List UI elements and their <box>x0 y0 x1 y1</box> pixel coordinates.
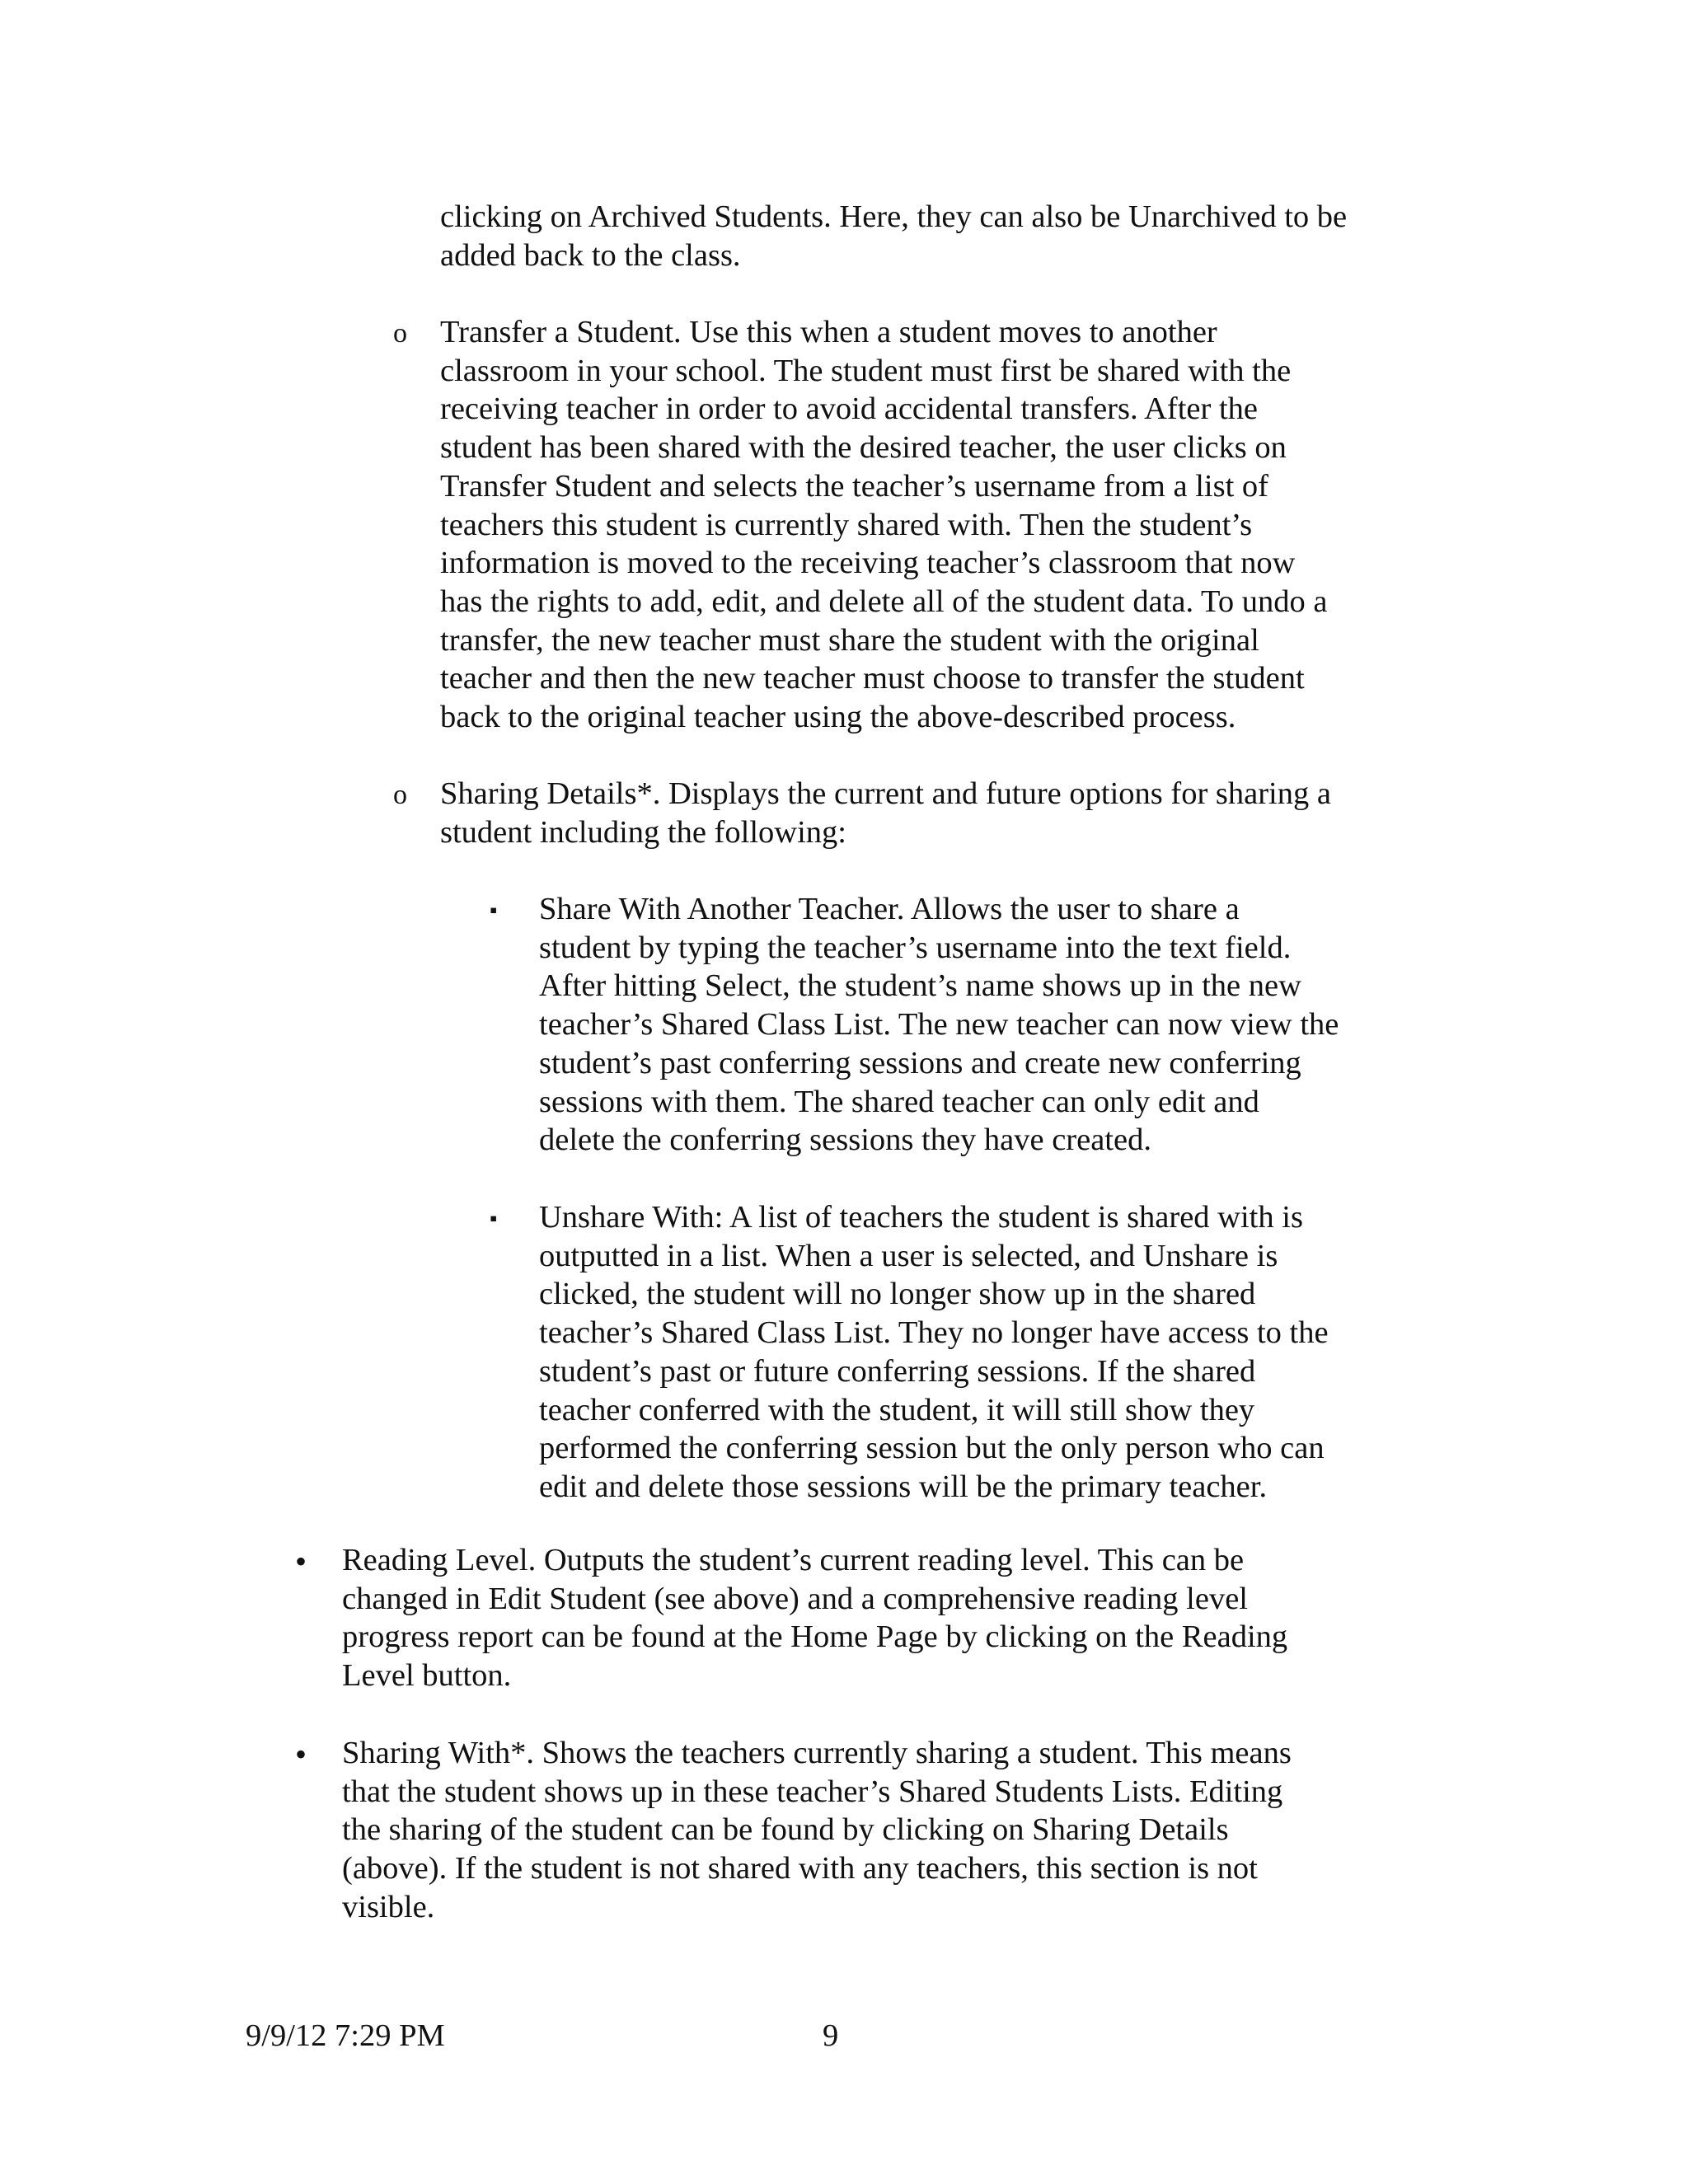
text-line: has the rights to add, edit, and delete all of the student data. To undo a <box>440 583 1328 619</box>
text-line: student’s past conferring sessions and create new conferring <box>539 1045 1301 1080</box>
square-bullet-icon: ▪ <box>490 1207 498 1230</box>
text-line: information is moved to the receiving teacher’s classroom that now <box>440 546 1296 581</box>
text-line: Reading Level. Outputs the student’s current reading level. This can be <box>342 1543 1245 1577</box>
text-line: student’s past or future conferring sessions. If the shared <box>539 1353 1256 1389</box>
reading-level-item <box>342 1541 1512 1695</box>
text-line: Share With Another Teacher. Allows the user to share a <box>539 892 1240 926</box>
text-line: Level button. <box>342 1658 512 1694</box>
text-line: visible. <box>342 1889 435 1924</box>
text-line: that the student shows up in these teacher’s Shared Students Lists. Editing <box>342 1774 1283 1809</box>
text-line: receiving teacher in order to avoid accidental transfers. After the <box>440 391 1258 427</box>
bullet-dot-icon: • <box>295 1736 307 1773</box>
text-line: teacher conferred with the student, it will still show they <box>539 1392 1255 1427</box>
transfer-student-item <box>440 313 1512 737</box>
text-line: the sharing of the student can be found by clicking on Sharing Details <box>342 1812 1229 1848</box>
text-line: Sharing Details*. Displays the current and future options for sharing a <box>440 776 1331 811</box>
square-bullet-icon: ▪ <box>490 898 498 922</box>
text-line: teachers this student is currently shared with. Then the student’s <box>440 507 1253 542</box>
text-line: performed the conferring session but the only person who can <box>539 1431 1325 1466</box>
text-line: edit and delete those sessions will be the primary teacher. <box>539 1469 1268 1504</box>
footer-page-number: 9 <box>823 2018 839 2053</box>
share-with-teacher-item <box>539 890 1487 1160</box>
bullet-dot-icon: • <box>295 1543 307 1580</box>
text-line: classroom in your school. The student must first be shared with the <box>440 353 1292 388</box>
text-line: (above). If the student is not shared with any teachers, this section is not <box>342 1851 1258 1886</box>
text-line: student has been shared with the desired teacher, the user clicks on <box>440 430 1287 466</box>
text-line: Transfer a Student. Use this when a student moves to another <box>440 315 1217 349</box>
text-line: outputted in a list. When a user is selected, and Unshare is <box>539 1238 1278 1273</box>
text-line: teacher’s Shared Class List. They no longer have access to the <box>539 1315 1329 1351</box>
text-line: student by typing the teacher’s username into the text field. <box>539 930 1292 965</box>
text-line: progress report can be found at the Home Page by clicking on the Reading <box>342 1619 1288 1655</box>
text-line: clicking on Archived Students. Here, they can also be Unarchived to be <box>440 199 1348 234</box>
text-line: back to the original teacher using the above-described process. <box>440 700 1236 735</box>
text-line: transfer, the new teacher must share the student with the original <box>440 622 1259 658</box>
text-line: sessions with them. The shared teacher can only edit and <box>539 1084 1259 1119</box>
text-line: student including the following: <box>440 814 846 850</box>
text-line: added back to the class. <box>440 237 741 273</box>
continuation-paragraph <box>440 198 1512 274</box>
footer-timestamp: 9/9/12 7:29 PM <box>246 2018 445 2053</box>
text-line: Transfer Student and selects the teacher’s username from a list of <box>440 468 1268 504</box>
sharing-details-item <box>440 775 1528 851</box>
text-line: teacher’s Shared Class List. The new teacher can now view the <box>539 1007 1339 1043</box>
text-line: delete the conferring sessions they have created. <box>539 1122 1151 1158</box>
text-line: Sharing With*. Shows the teachers currently sharing a student. This means <box>342 1736 1292 1770</box>
text-line: changed in Edit Student (see above) and a comprehensive reading level <box>342 1581 1248 1616</box>
hollow-circle-bullet-icon: o <box>393 318 407 349</box>
text-line: Unshare With: A list of teachers the student is shared with is <box>539 1200 1303 1235</box>
text-line: teacher and then the new teacher must choose to transfer the student <box>440 661 1305 696</box>
text-line: After hitting Select, the student’s name shows up in the new <box>539 968 1301 1004</box>
unshare-with-item <box>539 1198 1487 1507</box>
sharing-with-item <box>342 1734 1512 1927</box>
hollow-circle-bullet-icon: o <box>393 780 407 810</box>
text-line: clicked, the student will no longer show up in the shared <box>539 1277 1256 1312</box>
